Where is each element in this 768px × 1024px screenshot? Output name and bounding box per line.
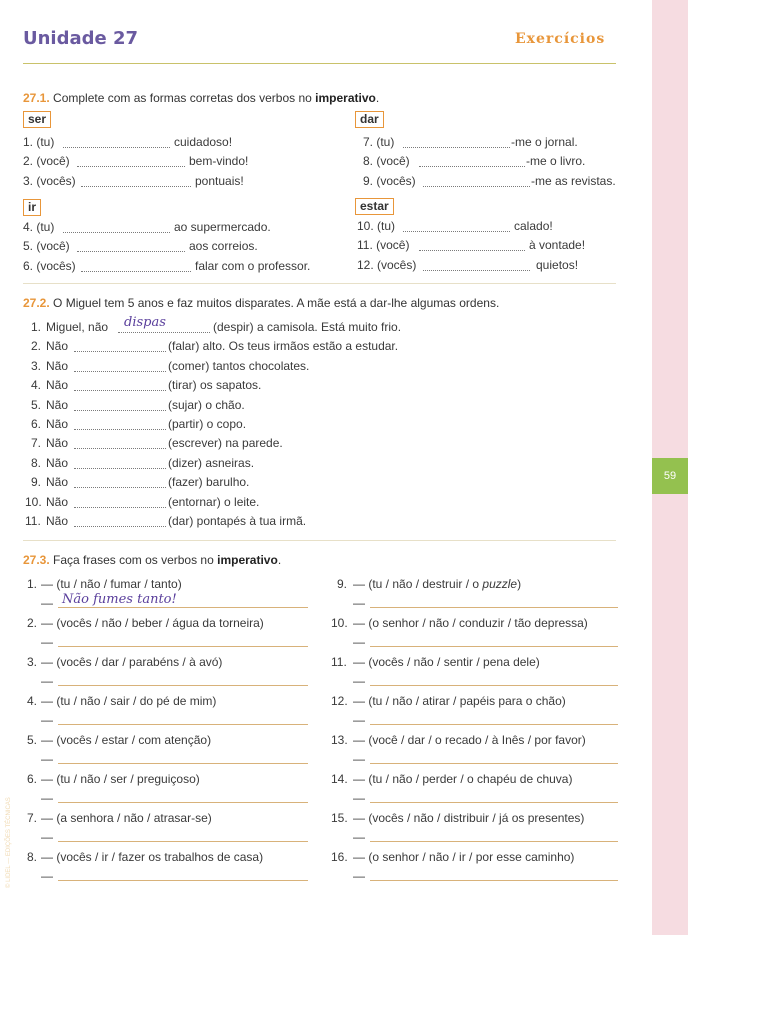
ex1-item-label: 5. (você) [23, 239, 70, 253]
ex2-item-prefix: Miguel, não [46, 320, 109, 334]
ex2-answer-blank[interactable] [74, 516, 166, 527]
ex3-item-prompt: — (vocês / ir / fazer os trabalhos de casa) [41, 850, 264, 864]
ex3-prompt-text: — (vocês / não / distribuir / já os presentes) [353, 811, 585, 825]
ex2-item-number: 2. [31, 339, 42, 353]
ex2-item-prefix: Não [46, 514, 69, 528]
ex3-handwritten-answer: Não fumes tanto! [62, 592, 177, 607]
ex2-item-text: (partir) o copo. [168, 417, 247, 431]
ex3-answer-dash: — [353, 596, 365, 610]
ex3-answer-line[interactable] [58, 632, 308, 647]
ex3-item-prompt [353, 811, 584, 825]
ex2-item-prefix: Não [46, 398, 69, 412]
ex1-item-text: cuidadoso! [174, 135, 233, 149]
ex1-item-label: 10. (tu) [357, 219, 396, 233]
ex2-answer-blank[interactable] [74, 458, 166, 469]
ex3-item-number: 13. [331, 733, 348, 747]
ex1-item-text: pontuais! [195, 174, 244, 188]
ex2-answer-blank[interactable] [74, 438, 166, 449]
ex1-item-text: à vontade! [529, 238, 586, 252]
ex3-item-number: 10. [331, 616, 348, 630]
ex3-answer-dash: — [353, 674, 365, 688]
ex2-item-prefix: Não [46, 359, 69, 373]
ex3-answer-dash: — [41, 830, 53, 844]
ex3-item-number: 3. [27, 655, 38, 669]
exercise-3-title: 27.3. Faça frases com os verbos no imperativo. [23, 553, 282, 567]
ex2-item-prefix: Não [46, 378, 69, 392]
ex3-prompt-text: — (vocês / não / sentir / pena dele) [353, 655, 540, 669]
ex1-answer-blank[interactable] [81, 176, 191, 187]
ex1-answer-blank[interactable] [419, 156, 525, 167]
ex2-item-prefix: Não [46, 339, 69, 353]
ex3-answer-dash: — [41, 713, 53, 727]
ex2-answer-blank[interactable] [74, 419, 166, 430]
ex3-answer-line[interactable] [370, 866, 618, 881]
ex3-item-number: 7. [27, 811, 38, 825]
ex3-item-number: 2. [27, 616, 38, 630]
ex2-item-prefix: Não [46, 456, 69, 470]
ex2-answer-blank[interactable] [74, 400, 166, 411]
ex3-answer-dash: — [353, 752, 365, 766]
ex3-item-prompt [353, 850, 574, 864]
ex2-item-text: (falar) alto. Os teus irmãos estão a estudar. [168, 339, 399, 353]
ex2-item-number: 8. [31, 456, 42, 470]
ex3-answer-line[interactable] [58, 827, 308, 842]
exercise-1-title: 27.1. Complete com as formas corretas dos verbos no imperativo. [23, 91, 380, 105]
ex1-item-text: calado! [514, 219, 553, 233]
exercise-2-title: 27.2. O Miguel tem 5 anos e faz muitos disparates. A mãe está a dar-lhe algumas ordens. [23, 296, 500, 310]
ex2-item-text: (escrever) na parede. [168, 436, 283, 450]
ex2-item-number: 1. [31, 320, 42, 334]
ex1-answer-blank[interactable] [81, 261, 191, 272]
ex3-item-prompt: — (vocês / estar / com atenção) [41, 733, 212, 747]
ex3-answer-dash: — [353, 830, 365, 844]
ex3-prompt-text: — (tu / não / destruir / o [353, 577, 483, 591]
unit-title: Unidade 27 [23, 28, 139, 49]
page-number-tab: 59 [652, 458, 688, 494]
ex2-item-prefix: Não [46, 495, 69, 509]
ex3-answer-line[interactable] [58, 749, 308, 764]
ex1-item-label: 6. (vocês) [23, 259, 76, 273]
ex1-answer-blank[interactable] [403, 137, 510, 148]
ex3-answer-line[interactable] [370, 710, 618, 725]
ex2-item-prefix: Não [46, 436, 69, 450]
ex3-item-prompt [353, 694, 566, 708]
ex3-answer-dash: — [353, 635, 365, 649]
ex3-item-number: 4. [27, 694, 38, 708]
ex2-item-text: (entornar) o leite. [168, 495, 260, 509]
ex1-item-label: 8. (você) [363, 154, 410, 168]
ex2-answer-blank[interactable] [74, 341, 166, 352]
ex1-answer-blank[interactable] [77, 241, 185, 252]
ex2-item-number: 4. [31, 378, 42, 392]
ex1-answer-blank[interactable] [423, 260, 530, 271]
ex3-answer-line[interactable] [370, 788, 618, 803]
ex3-answer-dash: — [41, 869, 53, 883]
ex3-item-number: 1. [27, 577, 38, 591]
ex3-answer-dash: — [353, 713, 365, 727]
ex3-item-prompt [353, 733, 586, 747]
ex2-item-number: 9. [31, 475, 42, 489]
ex2-item-text: (dizer) asneiras. [168, 456, 255, 470]
ex3-answer-line[interactable] [370, 671, 618, 686]
ex2-item-number: 7. [31, 436, 42, 450]
ex3-answer-line[interactable] [58, 671, 308, 686]
ex1-answer-blank[interactable] [63, 222, 170, 233]
ex1-item-label: 12. (vocês) [357, 258, 417, 272]
ex3-item-number: 6. [27, 772, 38, 786]
ex3-answer-dash: — [41, 596, 53, 610]
ex1-item-label: 7. (tu) [363, 135, 395, 149]
section-title: Exercícios [515, 31, 606, 47]
ex1-item-label: 11. (você) [357, 238, 410, 252]
ex3-item-number: 15. [331, 811, 348, 825]
ex3-item-prompt: — (vocês / não / beber / água da torneira) [41, 616, 264, 630]
ex3-item-number: 9. [337, 577, 348, 591]
ex3-answer-dash: — [41, 752, 53, 766]
ex2-item-text: (dar) pontapés à tua irmã. [168, 514, 307, 528]
ex3-prompt-text: — (tu / não / perder / o chapéu de chuva) [353, 772, 573, 786]
ex1-item-label: 9. (vocês) [363, 174, 416, 188]
verb-box-ir: ir [23, 199, 41, 216]
ex2-handwritten-answer: dispas [124, 315, 166, 330]
ex3-prompt-text: — (tu / não / atirar / papéis para o chão) [353, 694, 566, 708]
ex3-answer-line[interactable] [58, 710, 308, 725]
ex1-item-label: 4. (tu) [23, 220, 55, 234]
section-divider [23, 283, 616, 284]
ex3-prompt-text: — (você / dar / o recado / à Inês / por favor) [353, 733, 586, 747]
ex1-item-text: aos correios. [189, 239, 258, 253]
ex2-item-prefix: Não [46, 475, 69, 489]
ex1-answer-blank[interactable] [77, 156, 185, 167]
ex3-item-number: 14. [331, 772, 348, 786]
ex1-item-label: 3. (vocês) [23, 174, 76, 188]
ex3-answer-dash: — [41, 635, 53, 649]
ex3-answer-dash: — [41, 791, 53, 805]
ex3-answer-line[interactable] [370, 749, 618, 764]
ex2-item-number: 10. [25, 495, 42, 509]
ex1-answer-blank[interactable] [63, 137, 170, 148]
ex2-item-text: (fazer) barulho. [168, 475, 250, 489]
ex3-prompt-text: — (o senhor / não / conduzir / tão depressa) [353, 616, 588, 630]
ex3-item-prompt: — (vocês / dar / parabéns / à avó) [41, 655, 223, 669]
header-rule [23, 63, 616, 64]
ex2-item-text: (comer) tantos chocolates. [168, 359, 310, 373]
ex3-item-prompt [353, 772, 572, 786]
ex3-item-prompt [353, 616, 588, 630]
ex1-item-text: ao supermercado. [174, 220, 271, 234]
ex2-item-number: 11. [25, 514, 41, 528]
verb-box-estar: estar [355, 198, 394, 215]
ex1-item-text: bem-vindo! [189, 154, 249, 168]
ex1-item-label: 2. (você) [23, 154, 70, 168]
ex3-item-prompt: — (tu / não / ser / preguiçoso) [41, 772, 200, 786]
ex1-item-text: -me o livro. [526, 154, 586, 168]
ex3-item-number: 12. [331, 694, 348, 708]
ex3-answer-line[interactable] [58, 788, 308, 803]
ex3-answer-dash: — [353, 869, 365, 883]
verb-box-dar: dar [355, 111, 384, 128]
ex2-item-number: 6. [31, 417, 42, 431]
verb-box-ser: ser [23, 111, 51, 128]
ex3-answer-dash: — [41, 674, 53, 688]
ex2-item-number: 5. [31, 398, 42, 412]
ex3-prompt-italic: puzzle [482, 577, 518, 591]
ex3-item-prompt: — (tu / não / sair / do pé de mim) [41, 694, 217, 708]
ex3-answer-line[interactable] [370, 593, 618, 608]
publisher-vertical-text: © LIDEL — EDIÇÕES TÉCNICAS [6, 797, 12, 888]
ex2-item-text: (despir) a camisola. Está muito frio. [213, 320, 402, 334]
ex3-answer-line[interactable] [370, 827, 618, 842]
ex2-answer-blank[interactable] [74, 380, 166, 391]
ex1-item-text: falar com o professor. [195, 259, 311, 273]
ex3-item-number: 5. [27, 733, 38, 747]
ex3-answer-line[interactable] [58, 866, 308, 881]
ex3-item-number: 8. [27, 850, 38, 864]
ex3-item-prompt [353, 655, 540, 669]
ex2-item-text: (sujar) o chão. [168, 398, 245, 412]
ex3-item-prompt: — (a senhora / não / atrasar-se) [41, 811, 212, 825]
ex2-item-text: (tirar) os sapatos. [168, 378, 262, 392]
ex1-answer-blank[interactable] [423, 176, 530, 187]
ex3-answer-dash: — [353, 791, 365, 805]
ex3-item-prompt [353, 577, 521, 591]
ex2-answer-blank[interactable] [74, 361, 166, 372]
ex3-prompt-text: — (o senhor / não / ir / por esse caminho) [353, 850, 575, 864]
ex1-answer-blank[interactable] [419, 240, 525, 251]
ex3-answer-line[interactable] [370, 632, 618, 647]
ex1-item-text: -me o jornal. [511, 135, 578, 149]
ex1-item-label: 1. (tu) [23, 135, 55, 149]
ex3-item-number: 11. [331, 655, 347, 669]
ex2-item-prefix: Não [46, 417, 69, 431]
ex1-answer-blank[interactable] [403, 221, 510, 232]
ex3-item-prompt: — (tu / não / fumar / tanto) [41, 577, 182, 591]
ex2-answer-blank[interactable] [74, 477, 166, 488]
ex1-item-text: -me as revistas. [531, 174, 616, 188]
section-divider [23, 540, 616, 541]
ex1-item-text: quietos! [536, 258, 579, 272]
ex2-item-number: 3. [31, 359, 42, 373]
ex2-answer-blank[interactable] [74, 497, 166, 508]
ex3-item-number: 16. [331, 850, 348, 864]
ex3-prompt-text: ) [517, 577, 522, 591]
